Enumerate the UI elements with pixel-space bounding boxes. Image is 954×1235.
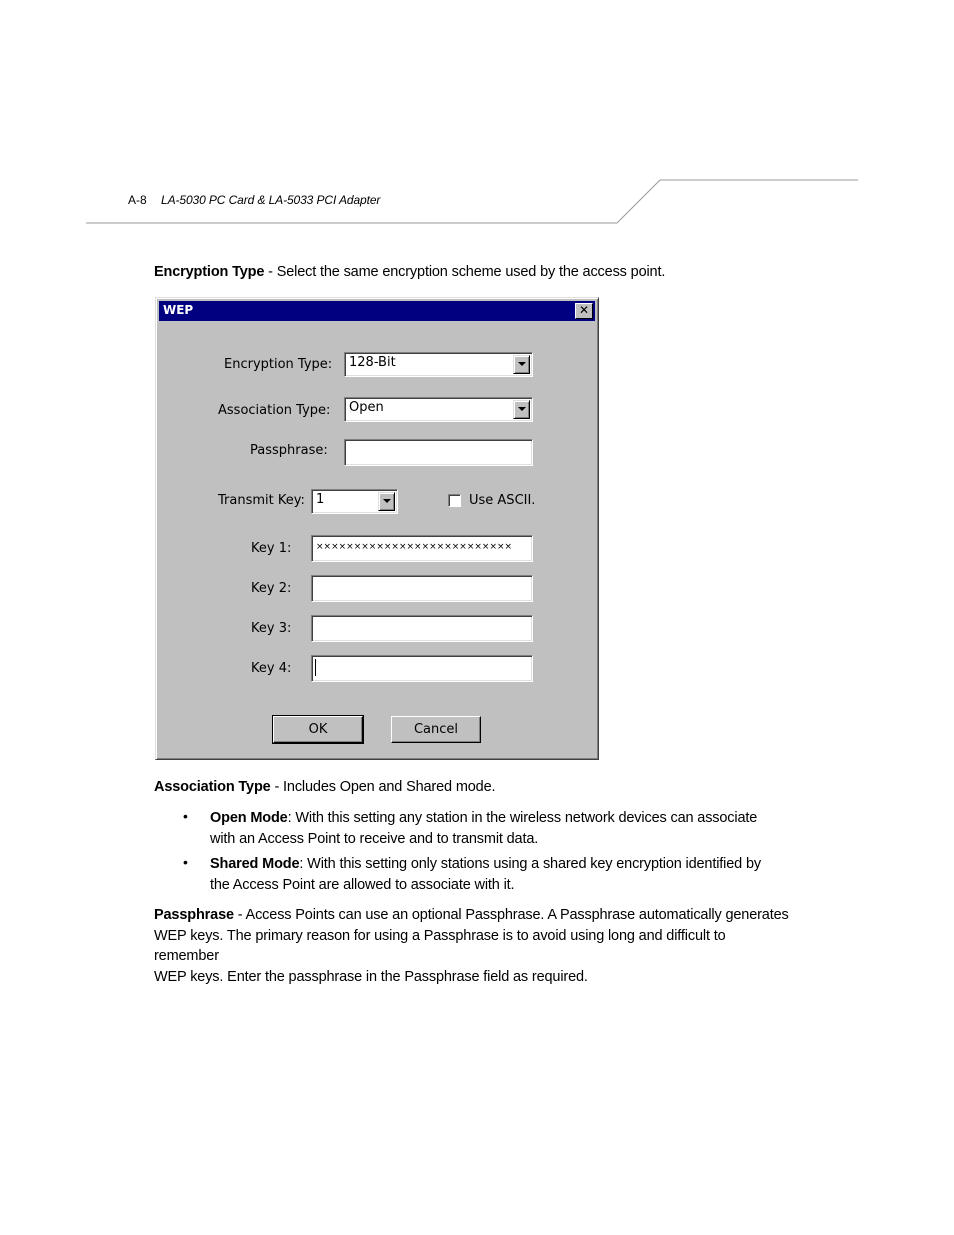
chevron-down-icon <box>383 499 391 503</box>
passphrase-line1: - Access Points can use an optional Passphrase. A Passphrase automatically generates <box>233 907 789 923</box>
passphrase-line3: WEP keys. Enter the passphrase in the Passphrase field as required. <box>154 968 588 985</box>
bullet-marker: • <box>183 808 188 824</box>
dialog-titlebar[interactable] <box>159 301 595 321</box>
close-icon: ✕ <box>578 303 590 317</box>
text-cursor <box>315 659 316 676</box>
association-type-paragraph <box>154 777 774 798</box>
use-ascii-checkbox[interactable] <box>448 494 461 507</box>
passphrase-line2: WEP keys. The primary reason for using a Passphrase is to avoid using long and difficult to remember <box>154 927 726 964</box>
association-type-value: Open <box>349 400 384 415</box>
key4-label: Key 4: <box>251 661 292 676</box>
dialog-title: WEP <box>163 303 194 317</box>
encryption-type-desc: - Select the same encryption scheme used by the access point. <box>264 264 666 280</box>
open-mode-line2: with an Access Point to receive and to transmit data. <box>210 830 539 847</box>
passphrase-term: Passphrase <box>154 907 234 923</box>
association-type-select[interactable] <box>344 397 533 422</box>
ok-button[interactable]: OK <box>273 716 363 743</box>
page-number: A-8 <box>128 193 147 207</box>
key3-label: Key 3: <box>251 621 292 636</box>
open-mode-term: Open Mode <box>210 810 288 826</box>
association-type-dropdown-button[interactable] <box>513 400 530 419</box>
association-type-label: Association Type: <box>218 403 331 418</box>
transmit-key-label: Transmit Key: <box>218 493 305 508</box>
wep-dialog <box>155 297 599 760</box>
key1-label: Key 1: <box>251 541 292 556</box>
encryption-type-paragraph <box>154 262 774 283</box>
shared-mode-term: Shared Mode <box>210 856 300 872</box>
cancel-button[interactable]: Cancel <box>391 716 481 743</box>
encryption-type-label: Encryption Type: <box>224 357 333 372</box>
passphrase-input[interactable] <box>344 439 533 466</box>
shared-mode-line1: : With this setting only stations using a shared key encryption identified by <box>299 856 761 872</box>
key3-input[interactable] <box>311 615 533 642</box>
key1-value: ×××××××××××××××××××××××××× <box>316 542 513 552</box>
transmit-key-value: 1 <box>316 492 325 507</box>
passphrase-paragraph <box>154 905 794 987</box>
transmit-key-dropdown-button[interactable] <box>378 492 395 511</box>
encryption-type-dropdown-button[interactable] <box>513 355 530 374</box>
key4-input[interactable] <box>311 655 533 682</box>
key2-input[interactable] <box>311 575 533 602</box>
use-ascii-label[interactable]: Use ASCII. <box>469 493 536 508</box>
shared-mode-bullet <box>210 854 780 895</box>
chevron-down-icon <box>518 362 526 366</box>
transmit-key-select[interactable] <box>311 489 398 514</box>
key2-label: Key 2: <box>251 581 292 596</box>
passphrase-label: Passphrase: <box>250 443 328 458</box>
encryption-type-select[interactable] <box>344 352 533 377</box>
encryption-type-value: 128-Bit <box>349 355 396 370</box>
chevron-down-icon <box>518 407 526 411</box>
association-type-desc: - Includes Open and Shared mode. <box>270 779 496 795</box>
shared-mode-line2: the Access Point are allowed to associate with it. <box>210 876 515 893</box>
open-mode-line1: : With this setting any station in the wireless network devices can associate <box>287 810 758 826</box>
encryption-type-term: Encryption Type <box>154 264 265 280</box>
key1-input[interactable] <box>311 535 533 562</box>
association-type-term: Association Type <box>154 779 271 795</box>
open-mode-bullet <box>210 808 780 849</box>
bullet-marker: • <box>183 854 188 870</box>
close-button[interactable] <box>575 303 593 319</box>
running-header-title: LA-5030 PC Card & LA-5033 PCI Adapter <box>161 193 381 207</box>
